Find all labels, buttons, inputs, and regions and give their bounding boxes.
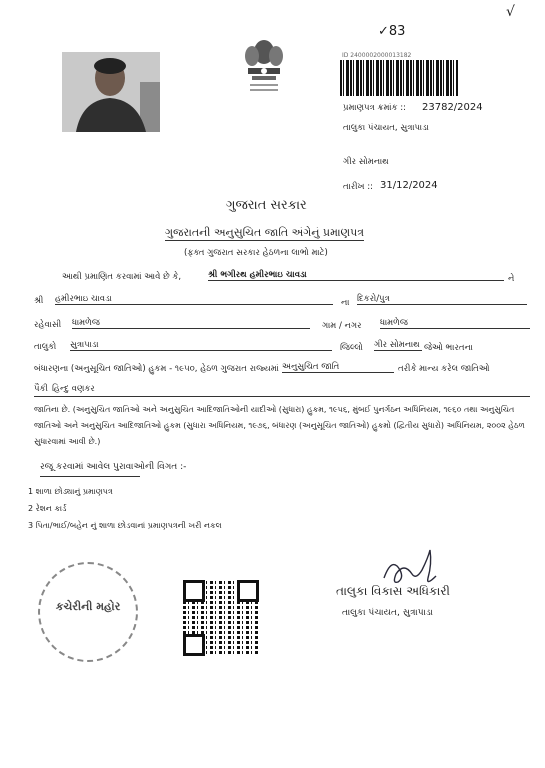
corner-tick-mark: √ (506, 4, 515, 20)
certificate-subheading: (ફક્ત ગુજરાત સરકાર હેઠળના લાભો માટે) (184, 248, 328, 258)
cert-no-label: પ્રમાણપત્ર ક્રમાંક :: (343, 103, 406, 113)
issue-date: 31/12/2024 (380, 180, 438, 191)
village-label: ગામ / નગર (322, 321, 362, 331)
line2-prefix: શ્રી (34, 296, 44, 306)
caste-category: અનુસુચિત જાતિ (282, 362, 394, 373)
issuer-office: તાલુકા પંચાયત, સુત્રાપાડા (343, 123, 429, 133)
relation-value: દિકરો/પુત્ર (357, 294, 527, 305)
line1-suffix: ને (508, 274, 515, 284)
seal-text: કચેરીની મહોર (55, 600, 121, 613)
document-item: 1 શાળા છોડ્યાનું પ્રમાણપત્ર (28, 487, 113, 496)
resident-value: ધામળેજ (72, 318, 310, 329)
state-label: જેઓ ભારતના (424, 343, 473, 353)
applicant-photo (62, 52, 160, 132)
barcode (340, 60, 458, 96)
taluka-label: તાલુકો (34, 342, 57, 352)
taluka-value: સુત્રાપાડા (70, 340, 332, 351)
divider-line (34, 396, 530, 397)
resident-label: રહેવાસી (34, 320, 62, 330)
caste-name: હિન્દુ વણકર (52, 384, 95, 394)
district-value: ગીર સોમનાથ (374, 340, 422, 351)
government-title: ગુજરાત સરકાર (226, 198, 307, 213)
village-value: ધામળેજ (380, 318, 530, 329)
date-label: તારીખ :: (343, 182, 373, 192)
person-name: શ્રી ભગીરથ હમીરભાઇ ચાવડા (208, 270, 504, 281)
officer-title: તાલુકા વિકાસ અધિકારી (336, 584, 450, 598)
caste-line-suffix: તરીકે માન્ય કરેલ જાતિઓ (398, 364, 490, 374)
documents-heading: રજૂ કરવામાં આવેલ પુરાવાઓની વિગત :- (40, 462, 187, 472)
qr-code (183, 580, 259, 656)
district-label: જિલ્લો (340, 343, 363, 353)
documents-heading-underline (40, 476, 140, 477)
legal-paragraph: જાતિના છે. (અનુસુચિત જાતિઓ અને અનુસુચિત આદિજાતિઓની યાદીઓ (સુધારા) હુકમ, ૧૯૫૬, મુંબઈ પુનર્ગઠન અધિનિયમ, ૧૯૬૦ તથા અનુસુચિત જાતિઓ અને અનુસુચિત આદિજાતિઓ હુકમ (સુધારા અધિનિયમ, ૧૯૭૬, બંધારણ (અનુસૂચિત જાતિઓ) હુકમો (દ્વિતીય સુધારો) અધિનિયમ, ૨૦૦૨ હેઠળ સુધારવામાં આવી છે.) (34, 405, 525, 446)
office-seal-stamp (38, 562, 138, 662)
serial-number: ID 2400002000013182 (342, 52, 412, 59)
document-item: 2 રેશન કાર્ડ (28, 504, 67, 513)
national-emblem-icon (238, 38, 290, 100)
caste-order-text: બંધારણના (અનુસૂચિત જાતિઓ) હુકમ - ૧૯૫૦, હેઠળ ગુજરાત રાજ્યમાં (34, 364, 279, 374)
document-item: 3 પિતા/ભાઈ/બહેન નું શાળા છોડવાનાં પ્રમાણપત્રની ખરી નકલ (28, 521, 222, 530)
officer-office: તાલુકા પંચાયત, સુત્રાપાડા (342, 608, 433, 618)
certify-text: આથી પ્રમાણિત કરવામાં આવે છે કે, (62, 272, 182, 282)
caste-prefix: પૈકી (34, 384, 48, 394)
cert-no: 23782/2024 (422, 102, 483, 113)
district-line: ગીર સોમનાથ (343, 157, 389, 167)
father-name: હમીરભાઇ ચાવડા (55, 294, 333, 305)
handwritten-note: ✓83 (378, 24, 406, 39)
relation-label: ના (341, 298, 350, 308)
certificate-heading: ગુજરાતની અનુસુચિત જાતિ અંગેનું પ્રમાણપત્ર (165, 226, 365, 239)
